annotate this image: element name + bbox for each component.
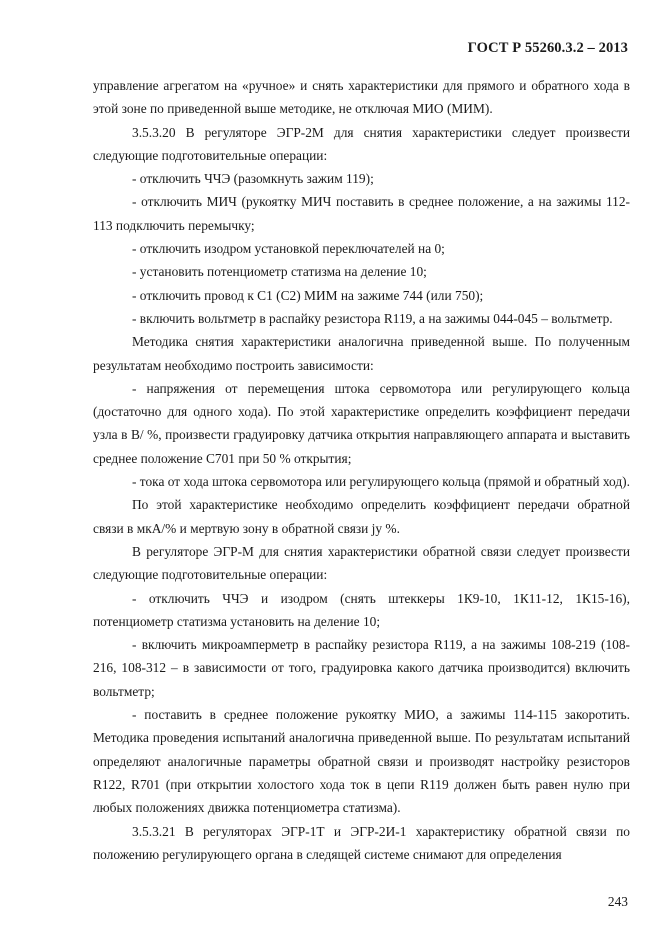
paragraph: - отключить ЧЧЭ и изодром (снять штеккеры 1К9-10, 1К11-12, 1К15-16), потенциометр статизма установить на деление 10; [93, 590, 630, 629]
paragraph: Методика снятия характеристики аналогична приведенной выше. По полученным результатам необходимо построить зависимости: [93, 334, 630, 373]
paragraph: - включить микроамперметр в распайку резистора R119, а на зажимы 108-219 (108-216, 108-312 – в зависимости от того, градуировка какого датчика производится) включить вольтметр; [93, 637, 630, 699]
paragraph: - отключить провод к С1 (С2) МИМ на зажиме 744 (или 750); [132, 287, 484, 303]
paragraph: - включить вольтметр в распайку резистора R119, а на зажимы 044-045 – вольтметр. [132, 310, 613, 326]
paragraph: управление агрегатом на «ручное» и снять характеристики для прямого и обратного хода в этой зоне по приведенной выше методике, не отключая МИО (МИМ). [93, 78, 630, 117]
paragraph: 3.5.3.21 В регуляторах ЭГР-1Т и ЭГР-2И-1 характеристику обратной связи по положению регулирующего органа в следящей системе снимают для определения [93, 823, 630, 862]
paragraph: В регуляторе ЭГР-М для снятия характеристики обратной связи следует произвести следующие подготовительные операции: [93, 543, 630, 583]
page-header: ГОСТ Р 55260.3.2 – 2013 [467, 40, 628, 56]
document-body [93, 74, 630, 866]
paragraph: - отключить ЧЧЭ (разомкнуть зажим 119); [132, 171, 374, 187]
paragraph: - отключить изодром установкой переключателей на 0; [132, 241, 445, 257]
paragraph: - поставить в среднее положение рукоятку МИО, а зажимы 114-115 закоротить. Методика проведения испытаний аналогична приведенной выше. По результатам испытаний определяют аналогичные параметры обратной связи и производят настройку резисторов R122, R701 (при открытии холостого хода ток в цепи R119 должен быть равен нулю при любых положениях движка потенциометра статизма). [93, 707, 630, 816]
page-number: 243 [607, 894, 628, 909]
paragraph: - тока от хода штока сервомотора или регулирующего кольца (прямой и обратный ход). [132, 474, 630, 490]
paragraph: 3.5.3.20 В регуляторе ЭГР-2М для снятия характеристики следует произвести следующие подготовительные операции: [93, 124, 630, 163]
paragraph: - напряжения от перемещения штока сервомотора или регулирующего кольца (достаточно для одного хода). По этой характеристике определить коэффициент передачи узла в В/ %, произвести градуировку датчика открытия направляющего аппарата и выставить среднее положение С701 при 50 % открытия; [93, 380, 630, 466]
paragraph: - отключить МИЧ (рукоятку МИЧ поставить в среднее положение, а на зажимы 112-113 подключить перемычку; [93, 194, 630, 233]
paragraph: - установить потенциометр статизма на деление 10; [132, 264, 427, 280]
paragraph: По этой характеристике необходимо определить коэффициент передачи обратной связи в мкА/% и мертвую зону в обратной связи jу %. [93, 497, 630, 536]
